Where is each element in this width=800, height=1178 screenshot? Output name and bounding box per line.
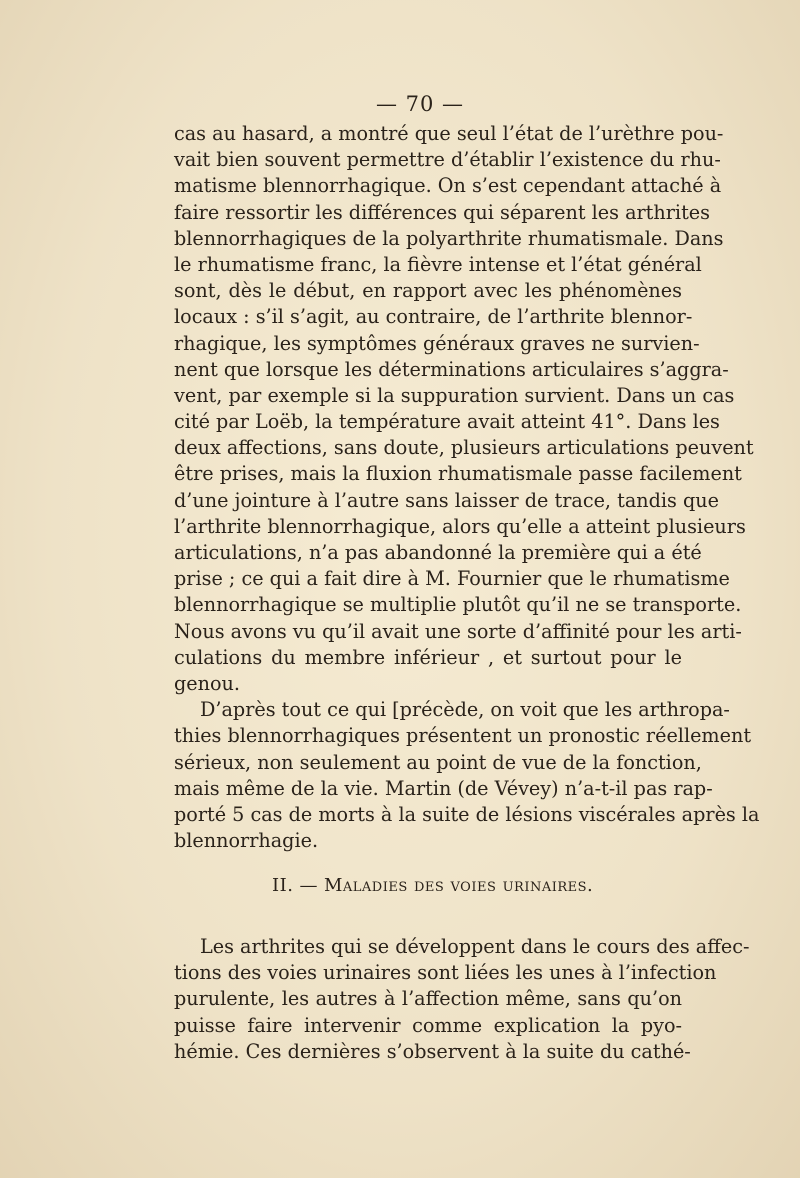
page-number: — 70 —	[375, 92, 465, 116]
text-line: le rhumatisme franc, la fièvre intense et l’état général	[174, 252, 702, 276]
body-text-bottom	[174, 934, 750, 1065]
text-line: vent, par exemple si la suppuration survient. Dans un cas	[174, 383, 735, 407]
section-heading	[272, 875, 593, 896]
text-line: puisse faire intervenir comme explication la pyo-	[174, 1013, 682, 1037]
text-line: vait bien souvent permettre d’établir l’existence du rhu-	[174, 148, 721, 172]
text-line: sont, dès le début, en rapport avec les phénomènes	[174, 279, 682, 303]
text-line: hémie. Ces dernières s’observent à la suite du cathé-	[174, 1039, 691, 1063]
text-line: mais même de la vie. Martin (de Vévey) n’a-t-il pas rap-	[174, 776, 713, 800]
text-line: être prises, mais la fluxion rhumatismale passe facilement	[174, 462, 742, 486]
text-line: Les arthrites qui se développent dans le cours des affec-	[200, 935, 750, 958]
text-line: cité par Loëb, la température avait atteint 41°. Dans les	[174, 410, 720, 434]
text-line: tions des voies urinaires sont liées les unes à l’infection	[174, 961, 717, 985]
text-line: prise ; ce qui a fait dire à M. Fournier que le rhumatisme	[174, 567, 730, 591]
text-line: l’arthrite blennorrhagique, alors qu’elle a atteint plusieurs	[174, 514, 746, 538]
text-line: culations du membre inférieur , et surtout pour le	[174, 645, 682, 669]
text-line: locaux : s’il s’agit, au contraire, de l’arthrite blennor-	[174, 305, 693, 329]
text-line: rhagique, les symptômes généraux graves ne survien-	[174, 331, 700, 355]
text-line: porté 5 cas de morts à la suite de lésions viscérales après la	[174, 802, 760, 826]
text-line: purulente, les autres à l’affection même, sans qu’on	[174, 987, 682, 1011]
text-line: cas au hasard, a montré que seul l’état de l’urèthre pou-	[174, 122, 724, 145]
text-line: blennorrhagique se multiplie plutôt qu’il ne se transporte.	[174, 593, 742, 617]
text-line: D’après tout ce qui [précède, on voit que les arthropa-	[200, 698, 730, 722]
paragraph	[174, 121, 754, 697]
section-title: Maladies des voies urinaires.	[323, 875, 594, 896]
text-line: deux affections, sans doute, plusieurs articulations peuvent	[174, 436, 754, 460]
section-dash: —	[299, 875, 318, 896]
section-numeral: II.	[272, 875, 294, 896]
text-line: nent que lorsque les déterminations articulaires s’aggra-	[174, 357, 729, 381]
text-line: Nous avons vu qu’il avait une sorte d’affinité pour les arti-	[174, 619, 742, 643]
text-line: thies blennorrhagiques présentent un pronostic réellement	[174, 724, 752, 748]
text-line: sérieux, non seulement au point de vue de la fonction,	[174, 750, 702, 774]
text-line: blennorrhagiques de la polyarthrite rhumatismale. Dans	[174, 226, 724, 250]
text-line: articulations, n’a pas abandonné la première qui a été	[174, 541, 702, 564]
text-line: blennorrhagie.	[174, 829, 319, 853]
paragraph	[174, 697, 760, 854]
body-text-top	[174, 121, 760, 854]
paragraph	[174, 934, 750, 1065]
text-line: matisme blennorrhagique. On s’est cependant attaché à	[174, 174, 722, 198]
text-line: d’une jointure à l’autre sans laisser de trace, tandis que	[174, 488, 719, 512]
text-line: genou.	[174, 671, 241, 695]
text-line: faire ressortir les différences qui séparent les arthrites	[174, 200, 710, 224]
